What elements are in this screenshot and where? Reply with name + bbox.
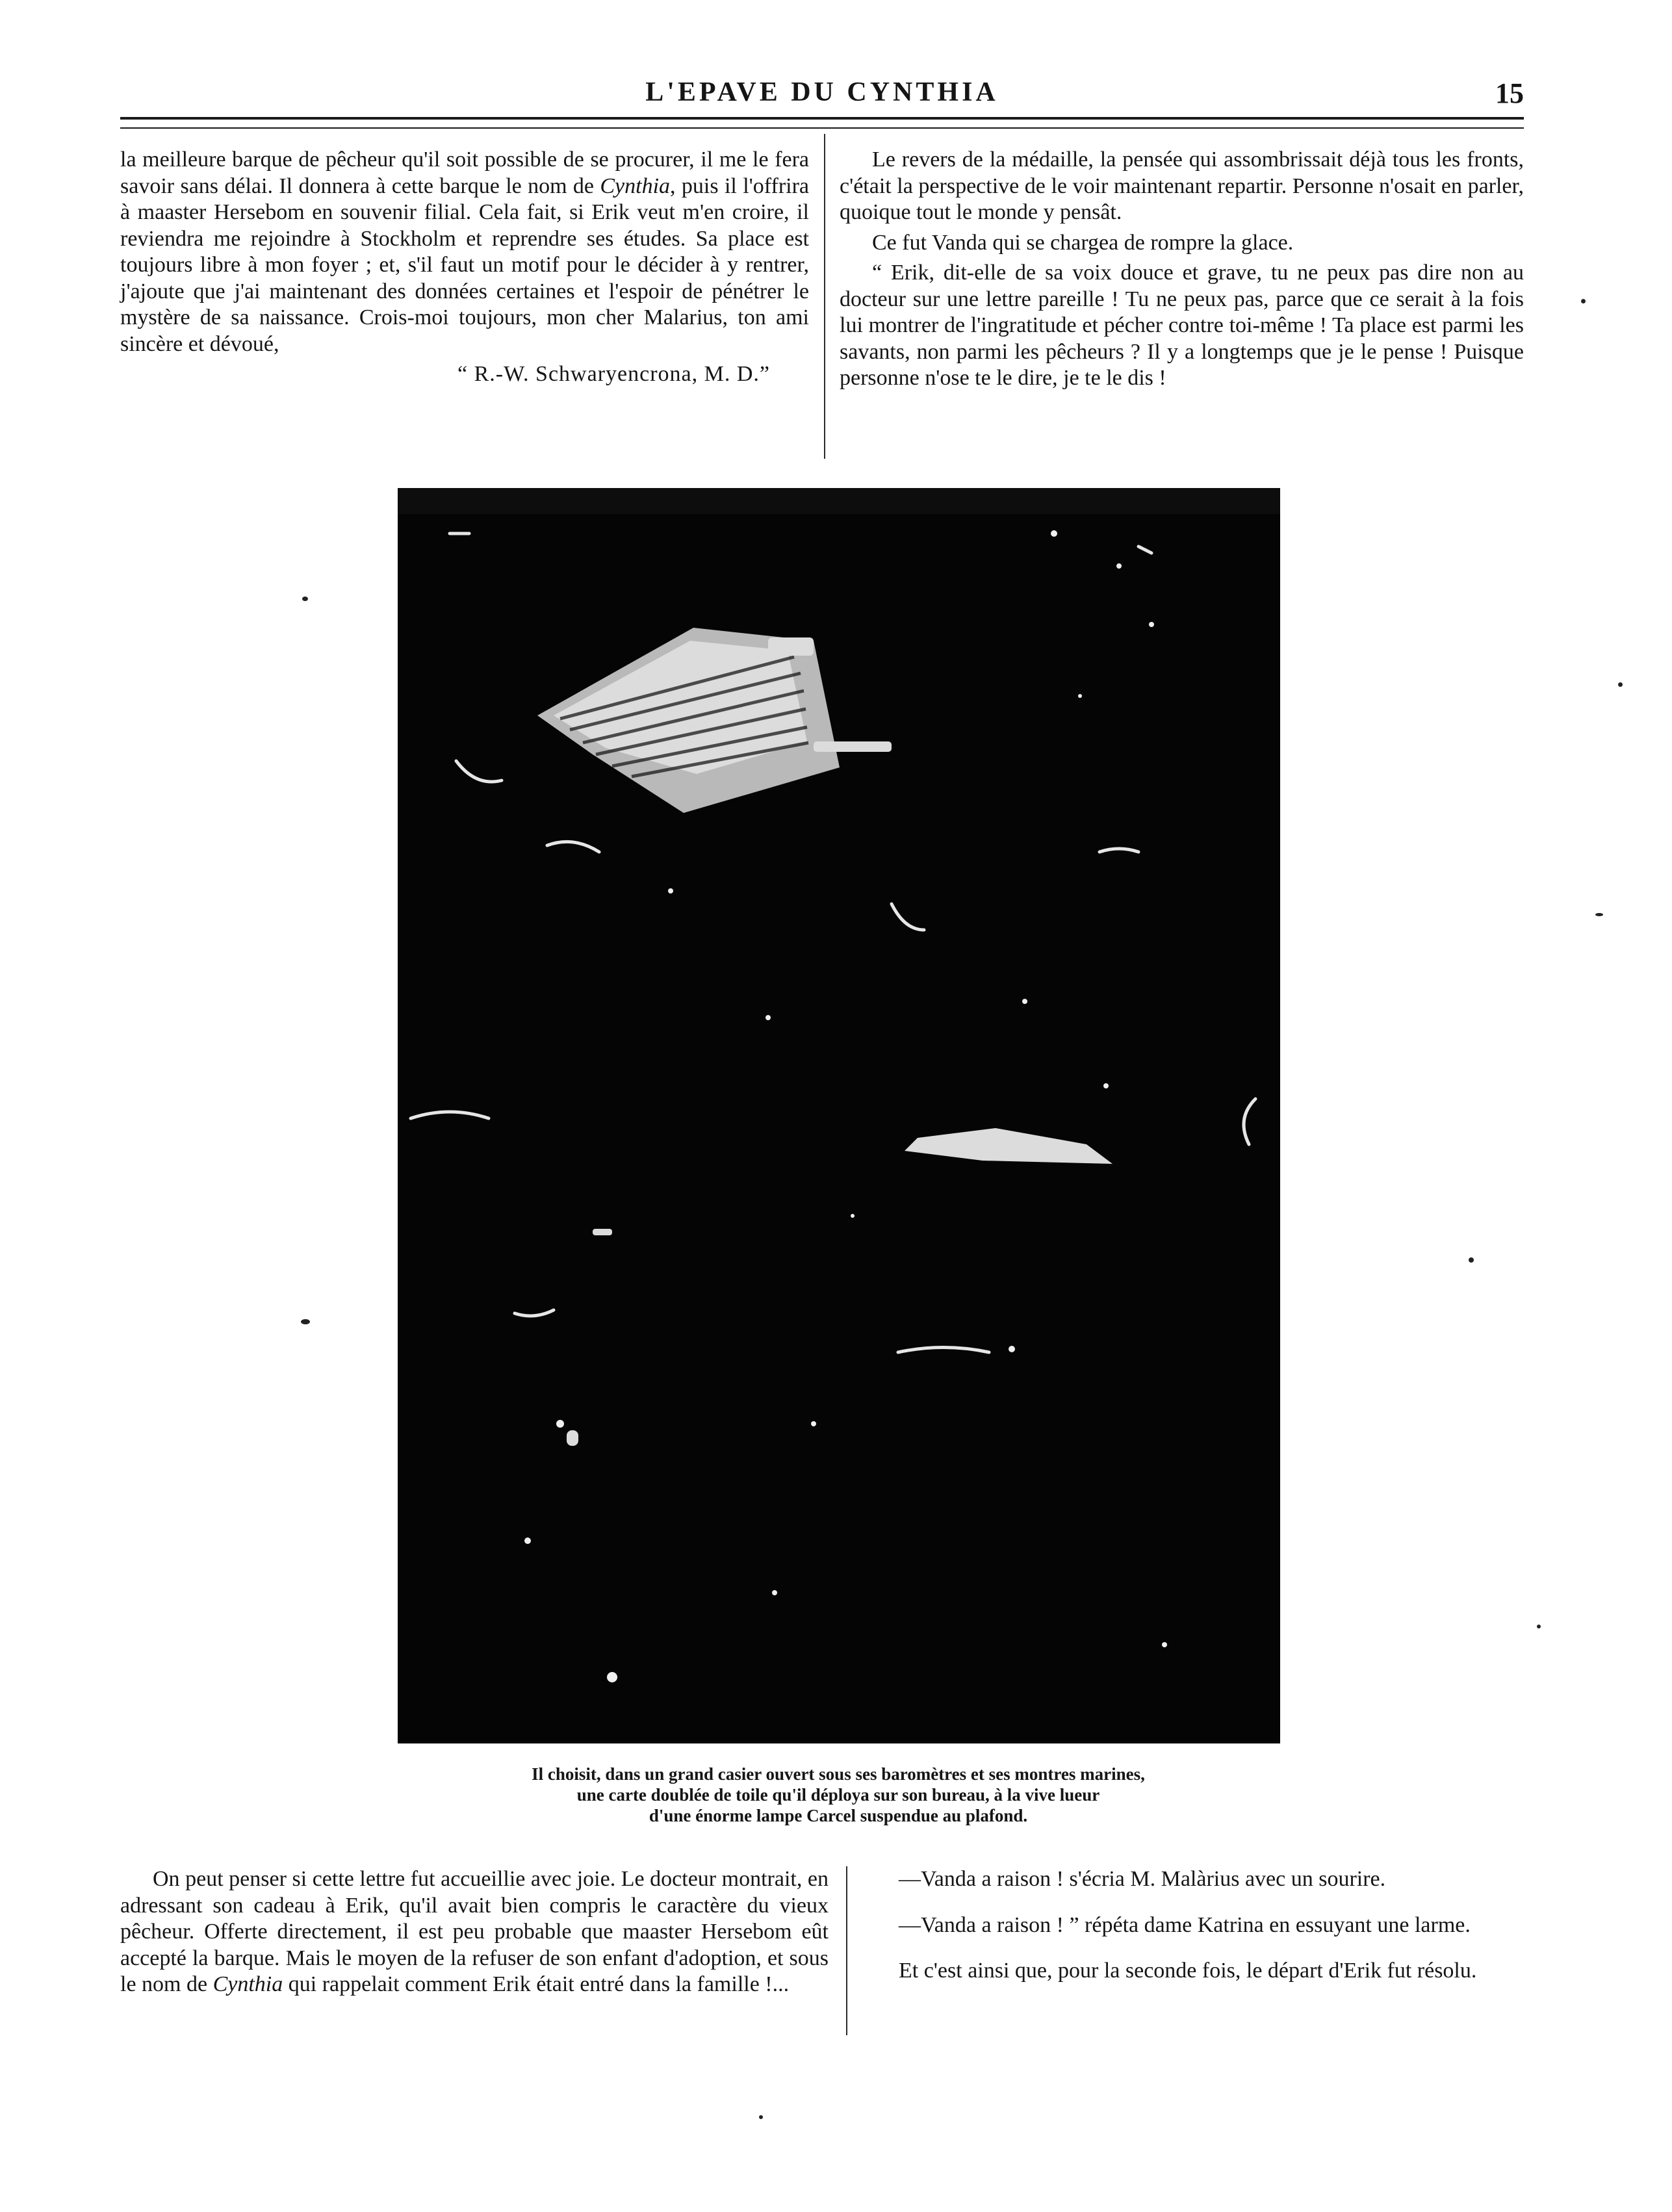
column-top-right — [840, 147, 1524, 392]
header-rule-thin — [120, 127, 1524, 129]
letter-paragraph — [120, 147, 809, 357]
letter-signature: “ R.-W. Schwaryencrona, M. D.” — [457, 362, 770, 386]
print-speck — [1537, 1625, 1541, 1628]
column-bottom-left — [120, 1866, 829, 1998]
column-divider-bottom — [846, 1866, 847, 2035]
reception-text-end: qui rappelait comment Erik était entré dans la famille !... — [283, 1972, 790, 1996]
running-head — [120, 77, 1524, 116]
paragraph-letter-reception — [120, 1866, 829, 1998]
paragraph-departure: Et c'est ainsi que, pour la seconde fois, le départ d'Erik fut résolu. — [899, 1959, 1477, 1983]
paragraph-speech: “ Erik, dit-elle de sa voix douce et grave, tu ne peux pas dire non au docteur sur une lettre pareille ! Tu ne peux pas, parce que ce serait à la fois lui montrer de l'ingratitude et pécher contre toi-même ! Ta place est parmi les savants, non parmi les pêcheurs ? Il y a longtemps que je le pense ! Puisque personne n'ose te le dire, je te le dis ! — [840, 261, 1524, 390]
paragraph-vanda: Ce fut Vanda qui se chargea de rompre la glace. — [872, 230, 1294, 255]
paragraph-malarius: —Vanda a raison ! s'écria M. Malàrius avec un sourire. — [899, 1867, 1386, 1891]
ship-name: Cynthia — [600, 174, 671, 198]
letter-text-end: , puis il l'offrira à maaster Hersebom en souvenir filial. Cela fait, si Erik veut m'en croire, il reviendra me rejoindre à Stockholm et reprendre ses études. Sa place est toujours libre à mon foyer ; et, s'il faut un motif pour le décider à y rentrer, j'ajoute que j'ai maintenant des données certaines et l'espoir de pénétrer le mystère de sa naissance. Crois-moi toujours, mon cher Malarius, ton ami sincère et dévoué, — [120, 174, 810, 356]
print-speck — [302, 597, 308, 601]
page-number: 15 — [1495, 77, 1524, 109]
caption-line-2: une carte doublée de toile qu'il déploya sur son bureau, à la vive lueur — [576, 1785, 1100, 1805]
print-speck — [1581, 299, 1586, 303]
illustration-caption — [325, 1764, 1352, 1826]
caption-line-3: d'une énorme lampe Carcel suspendue au plafond. — [649, 1806, 1028, 1825]
paragraph-katrina: —Vanda a raison ! ” répéta dame Katrina en essuyant une larme. — [899, 1912, 1471, 1937]
reception-text-start: On peut penser si cette lettre fut accueillie avec joie. Le docteur montrait, en adressant son cadeau à Erik, qu'il avait bien compris le caractère du vieux pêcheur. Offerte directement, il est peu probable que maaster Hersebom eût accepté la barque. Mais le moyen de la refuser de son enfant d'adoption, et sous le nom de — [120, 1867, 829, 1996]
print-speck — [1469, 1257, 1474, 1263]
column-top-left — [120, 147, 809, 388]
print-speck — [301, 1319, 310, 1324]
print-speck — [1595, 913, 1603, 916]
engraving-scene — [398, 488, 1280, 1743]
print-speck — [759, 2115, 763, 2119]
page-title: L'EPAVE DU CYNTHIA — [645, 77, 999, 107]
paragraph-medal: Le revers de la médaille, la pensée qui assombrissait déjà tous les fronts, c'était la perspective de le voir maintenant repartir. Personne n'osait en parler, quoique tout le monde y pensât. — [840, 148, 1524, 224]
column-bottom-right — [866, 1866, 1524, 1985]
ship-name-bottom: Cynthia — [212, 1972, 283, 1996]
engraving-illustration — [398, 488, 1280, 1743]
letter-text-start: la meilleure barque de pêcheur qu'il soit possible de se procurer, il me le fera savoir sans délai. Il donnera à cette barque le nom de — [120, 148, 809, 198]
caption-line-1: Il choisit, dans un grand casier ouvert sous ses baromètres et ses montres marines, — [532, 1764, 1145, 1784]
header-rule — [120, 117, 1524, 120]
column-divider-top — [824, 134, 825, 459]
print-speck — [1618, 682, 1623, 687]
